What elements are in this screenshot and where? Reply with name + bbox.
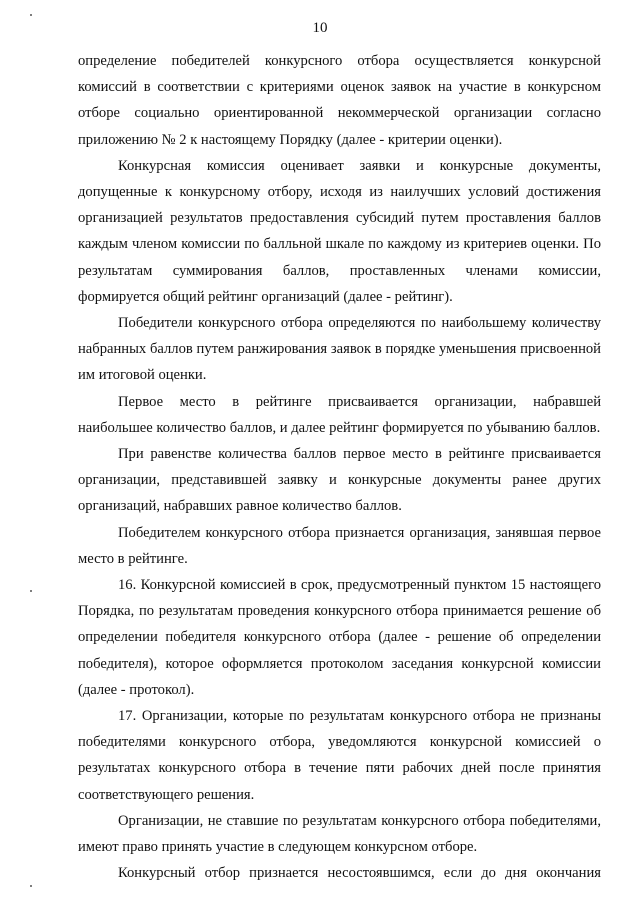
scan-mark: [30, 885, 32, 887]
paragraph: 17. Организации, которые по результатам конкурсного отбора не признаны победителями конкурсного отбора, уведомляются конкурсной комиссией о результатах конкурсного отбора в течение пяти рабочих дней после принятия соответствующего решения.: [78, 708, 601, 803]
paragraph: Организации, не ставшие по результатам конкурсного отбора победителями, имеют право принять участие в следующем конкурсном отборе.: [78, 812, 601, 856]
page-number: 10: [312, 20, 328, 36]
paragraph: При равенстве количества баллов первое место в рейтинге присваивается организации, представившей заявку и конкурсные документы ранее других организаций, набравших равное количество баллов.: [78, 446, 601, 515]
paragraph: 16. Конкурсной комиссией в срок, предусмотренный пунктом 15 настоящего Порядка, по результатам проведения конкурсного отбора принимается решение об определении победителя конкурсного отбора (далее - решение об определении победителя), которое оформляется протоколом заседания конкурсной комиссии (далее - протокол).: [78, 577, 601, 698]
document-body: [78, 48, 601, 887]
scan-mark: [30, 14, 32, 16]
paragraph: Конкурсная комиссия оценивает заявки и конкурсные документы, допущенные к конкурсному отбору, исходя из наилучших условий достижения организацией результатов предоставления субсидий путем проставления баллов каждым членом комиссии по балльной шкале по каждому из критериев оценки. По результатам суммирования баллов, проставленных членами комиссии, формируется общий рейтинг организаций (далее - рейтинг).: [78, 157, 601, 305]
paragraph: Победители конкурсного отбора определяются по наибольшему количеству набранных баллов путем ранжирования заявок в порядке уменьшения присвоенной им итоговой оценки.: [78, 315, 601, 384]
paragraph: Победителем конкурсного отбора признается организация, занявшая первое место в рейтинге.: [78, 524, 601, 567]
paragraph: определение победителей конкурсного отбора осуществляется конкурсной комиссий в соответствии с критериями оценок заявок на участие в конкурсном отборе социально ориентированной некоммерческой организации согласно приложению № 2 к настоящему Порядку (далее - критерии оценки).: [78, 53, 601, 148]
scan-mark: [30, 590, 32, 592]
paragraph: Конкурсный отбор признается несостоявшимся, если до дня окончания: [118, 865, 601, 882]
paragraph: Первое место в рейтинге присваивается организации, набравшей наибольшее количество баллов, и далее рейтинг формируется по убыванию баллов.: [78, 393, 601, 436]
